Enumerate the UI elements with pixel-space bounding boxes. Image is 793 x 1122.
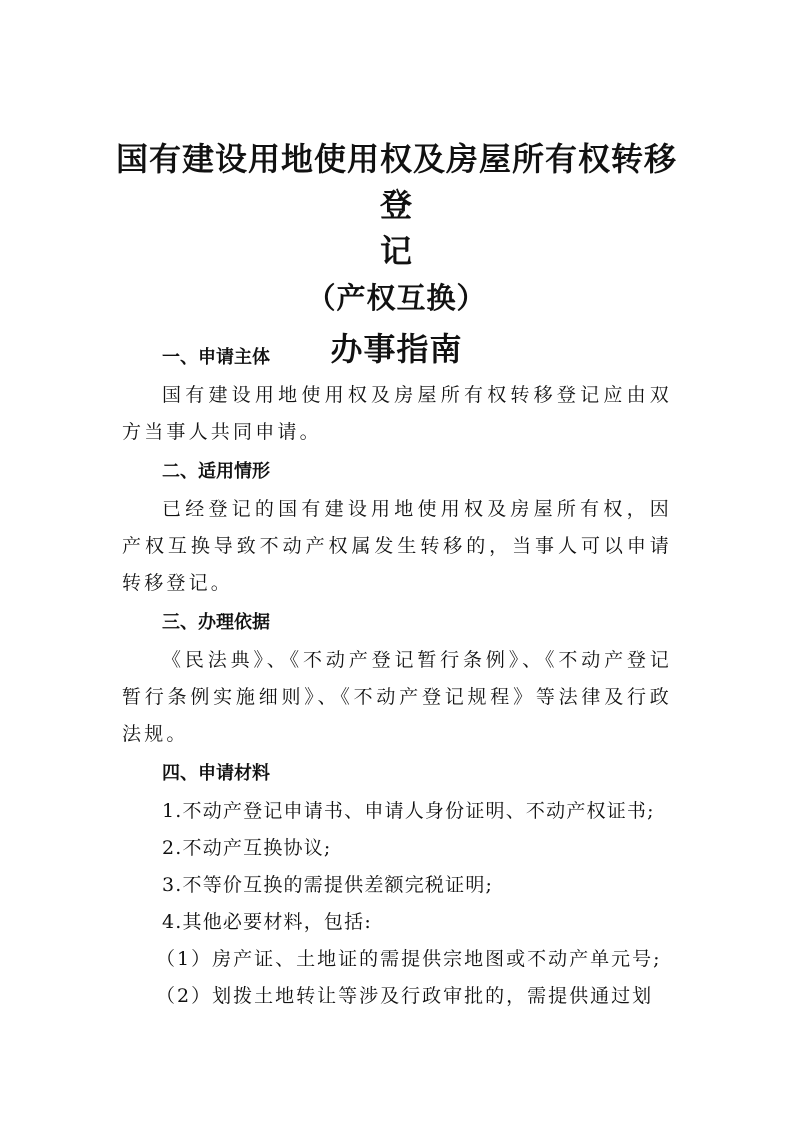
section-heading: 一、申请主体 [162, 347, 270, 368]
section-paragraph: 国有建设用地使用权及房屋所有权转移登记应由双方当事人共同申请。 [122, 384, 672, 443]
list-item: 1.不动产登记申请书、申请人身份证明、不动产权证书; [162, 800, 655, 822]
list-item: 2.不动产互换协议; [162, 837, 332, 859]
title-line-1: 国有建设用地使用权及房屋所有权转移登 [115, 140, 677, 224]
section-legal-basis [122, 604, 672, 753]
section-paragraph: 已经登记的国有建设用地使用权及房屋所有权，因产权互换导致不动产权属发生转移的，当事人可以申请转移登记。 [122, 498, 672, 594]
document-body [122, 339, 672, 1015]
section-applicant [122, 339, 672, 451]
section-heading: 三、办理依据 [162, 612, 270, 633]
list-item: 3.不等价互换的需提供差额完税证明; [162, 874, 494, 896]
section-paragraph: 《民法典》、《不动产登记暂行条例》、《不动产登记暂行条例实施细则》、《不动产登记规程》等法律及行政法规。 [122, 649, 672, 745]
title-line-2: 记 [379, 232, 413, 270]
section-heading: 二、适用情形 [162, 461, 270, 482]
sub-list-item: （1）房产证、土地证的需提供宗地图或不动产单元号; [156, 948, 662, 970]
title-guide: 办事指南 [330, 330, 463, 368]
sub-list-item: （2）划拨土地转让等涉及行政审批的，需提供通过划 [156, 985, 654, 1007]
section-materials [122, 755, 672, 1015]
section-applicable-cases [122, 453, 672, 602]
list-item: 4.其他必要材料，包括: [162, 911, 372, 933]
section-heading: 四、申请材料 [162, 763, 270, 784]
title-subtitle: （产权互换） [306, 281, 487, 315]
